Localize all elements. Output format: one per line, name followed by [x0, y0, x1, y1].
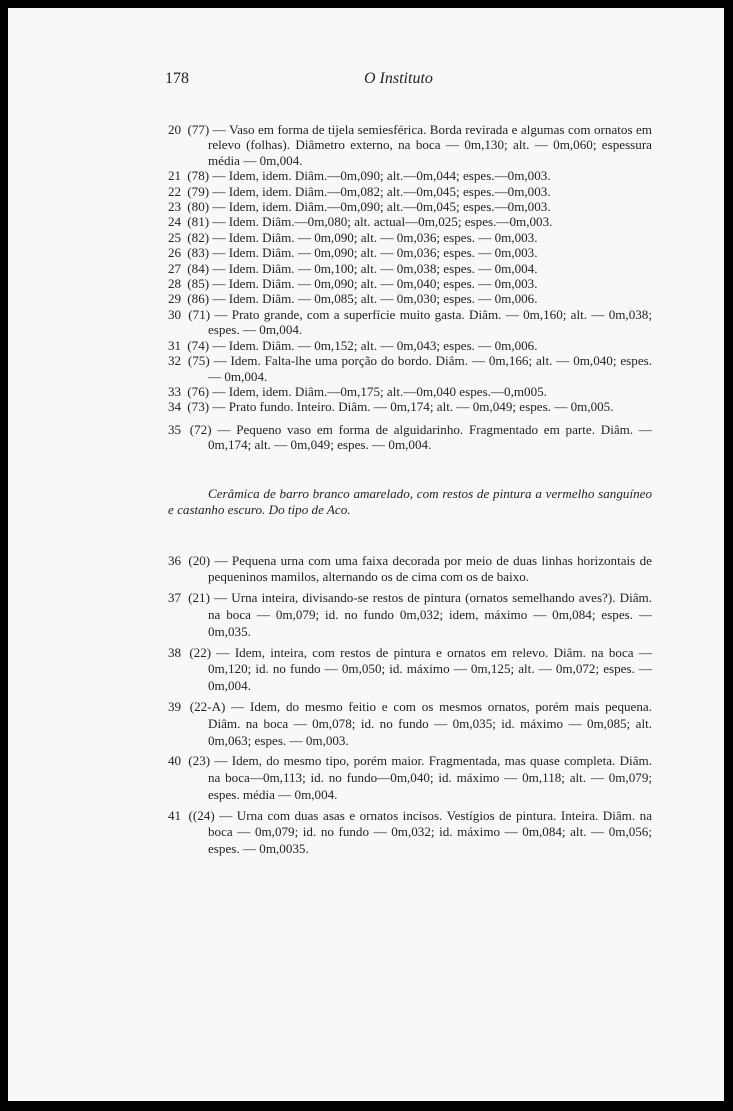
entry-number: 34 [168, 399, 182, 415]
entry-text: (84) — Idem. Diâm. — 0m,100; alt. — 0m,038; espes. — 0m,004. [187, 260, 538, 276]
entry-text: (71) — Prato grande, com a superfície muito gasta. Diâm. — 0m,160; alt. — 0m,038; espes. — 0m,004. [188, 306, 652, 338]
entry-text: (79) — Idem, idem. Diâm.—0m,082; alt.—0m,045; espes.—0m,003. [187, 183, 551, 199]
catalog-entry [168, 184, 652, 199]
entry-number: 26 [168, 245, 182, 261]
entry-text: (21) — Urna inteira, divisando-se restos de pintura (ornatos semelhando aves?). Diâm. na boca — 0m,079; id. no fundo 0m,032; idem, máximo — 0m,084; espes. — 0m,035. [188, 590, 652, 639]
book-page [8, 8, 724, 1101]
entry-text: (23) — Idem, do mesmo tipo, porém maior. Fragmentada, mas quase completa. Diâm. na boca—0m,113; id. no fundo—0m,040; id. máximo — 0m,118; alt. — 0m,079; espes. média — 0m,004. [188, 753, 652, 802]
entry-number: 20 [168, 122, 182, 137]
entry-number: 39 [168, 698, 182, 714]
catalog-entry [168, 245, 652, 260]
catalog-entry [168, 384, 652, 399]
catalog-entry [168, 122, 652, 168]
catalog-entry [168, 422, 652, 453]
entry-number: 27 [168, 260, 182, 276]
catalog-entry [168, 199, 652, 214]
catalog-entry [168, 353, 652, 384]
entry-number: 22 [168, 183, 182, 199]
entry-text: (22) — Idem, inteira, com restos de pintura e ornatos em relevo. Diâm. na boca — 0m,120; id. no fundo — 0m,050; id. máximo — 0m,125; alt. — 0m,072; espes. — 0m,004. [189, 644, 652, 694]
entry-number: 41 [168, 807, 182, 823]
spacer [168, 415, 652, 422]
entry-text: (76) — Idem, idem. Diâm.—0m,175; alt.—0m,040 espes.—0,m005. [187, 383, 547, 399]
entry-number: 30 [168, 306, 182, 322]
catalog-entry [168, 808, 652, 858]
page-number: 178 [165, 70, 189, 87]
entry-number: 37 [168, 590, 182, 606]
entry-number: 33 [168, 383, 182, 399]
catalog-entry [168, 291, 652, 306]
section-subheading: Cerâmica de barro branco amarelado, com restos de pintura a vermelho sanguíneo e castanho escuro. Do tipo de Aco. [168, 485, 652, 517]
entry-number: 31 [168, 337, 182, 353]
entry-text: (85) — Idem. Diâm. — 0m,090; alt. — 0m,040; espes. — 0m,003. [187, 276, 538, 292]
catalog-entry [168, 553, 652, 587]
entry-text: (77) — Vaso em forma de tijela semiesférica. Borda revirada e algumas com ornatos em relevo (folhas). Diâmetro externo, na boca — 0m,130; alt. — 0m,060; espessura média — 0m,004. [187, 122, 652, 168]
catalog-entry [168, 699, 652, 749]
entry-number: 21 [168, 168, 182, 184]
entry-text: (75) — Idem. Falta-lhe uma porção do bordo. Diâm. — 0m,166; alt. — 0m,040; espes. — 0m,004. [187, 353, 652, 384]
entry-text: (81) — Idem. Diâm.—0m,080; alt. actual—0m,025; espes.—0m,003. [187, 214, 553, 230]
catalog-entry [168, 261, 652, 276]
entries-group-2 [168, 553, 652, 859]
catalog-entry [168, 399, 652, 414]
entry-text: (83) — Idem. Diâm. — 0m,090; alt. — 0m,036; espes. — 0m,003. [187, 245, 538, 261]
entry-text: (73) — Prato fundo. Inteiro. Diâm. — 0m,174; alt. — 0m,049; espes. — 0m,005. [187, 399, 614, 415]
entry-number: 32 [168, 353, 182, 369]
entry-text: (78) — Idem, idem. Diâm.—0m,090; alt.—0m,044; espes.—0m,003. [187, 168, 551, 184]
catalog-entry [168, 276, 652, 291]
entry-number: 36 [168, 552, 182, 568]
entry-text: (74) — Idem. Diâm. — 0m,152; alt. — 0m,043; espes. — 0m,006. [187, 337, 538, 353]
catalog-entry [168, 753, 652, 803]
entry-number: 29 [168, 291, 182, 307]
page-body [168, 122, 652, 862]
entry-text: (22-A) — Idem, do mesmo feitio e com os mesmos ornatos, porém mais pequena. Diâm. na boca — 0m,078; id. no fundo — 0m,035; id. máximo — 0m,085; alt. 0m,063; espes. — 0m,003. [189, 698, 652, 748]
entry-text: (86) — Idem. Diâm. — 0m,085; alt. — 0m,030; espes. — 0m,006. [187, 291, 538, 307]
entry-text: ((24) — Urna com duas asas e ornatos incisos. Vestígios de pintura. Inteira. Diâm. na boca — 0m,079; id. no fundo — 0m,032; id. máximo — 0m,084; alt. — 0m,056; espes. — 0m,0035. [188, 807, 653, 857]
catalog-entry [168, 230, 652, 245]
entry-number: 28 [168, 276, 182, 292]
catalog-entry [168, 307, 652, 338]
entry-text: (82) — Idem. Diâm. — 0m,090; alt. — 0m,036; espes. — 0m,003. [187, 229, 538, 245]
entry-text: (20) — Pequena urna com uma faixa decorada por meio de duas linhas horizontais de pequeninos mamilos, alternando os de cima com os de baixo. [188, 552, 652, 585]
entry-number: 25 [168, 229, 182, 245]
entry-text: (80) — Idem, idem. Diâm.—0m,090; alt.—0m,045; espes.—0m,003. [187, 199, 551, 215]
entry-number: 24 [168, 214, 182, 230]
entry-text: (72) — Pequeno vaso em forma de alguidarinho. Fragmentado em parte. Diâm. — 0m,174; alt. — 0m,049; espes. — 0m,004. [189, 421, 652, 453]
entry-number: 23 [168, 199, 182, 215]
entries-group-1 [168, 122, 652, 453]
page-header [8, 70, 724, 94]
catalog-entry [168, 645, 652, 695]
entry-number: 38 [168, 644, 182, 660]
running-title: O Instituto [364, 70, 433, 87]
catalog-entry [168, 214, 652, 229]
entry-number: 35 [168, 421, 182, 437]
catalog-entry [168, 168, 652, 183]
catalog-entry [168, 338, 652, 353]
catalog-entry [168, 590, 652, 640]
entry-number: 40 [168, 753, 182, 769]
